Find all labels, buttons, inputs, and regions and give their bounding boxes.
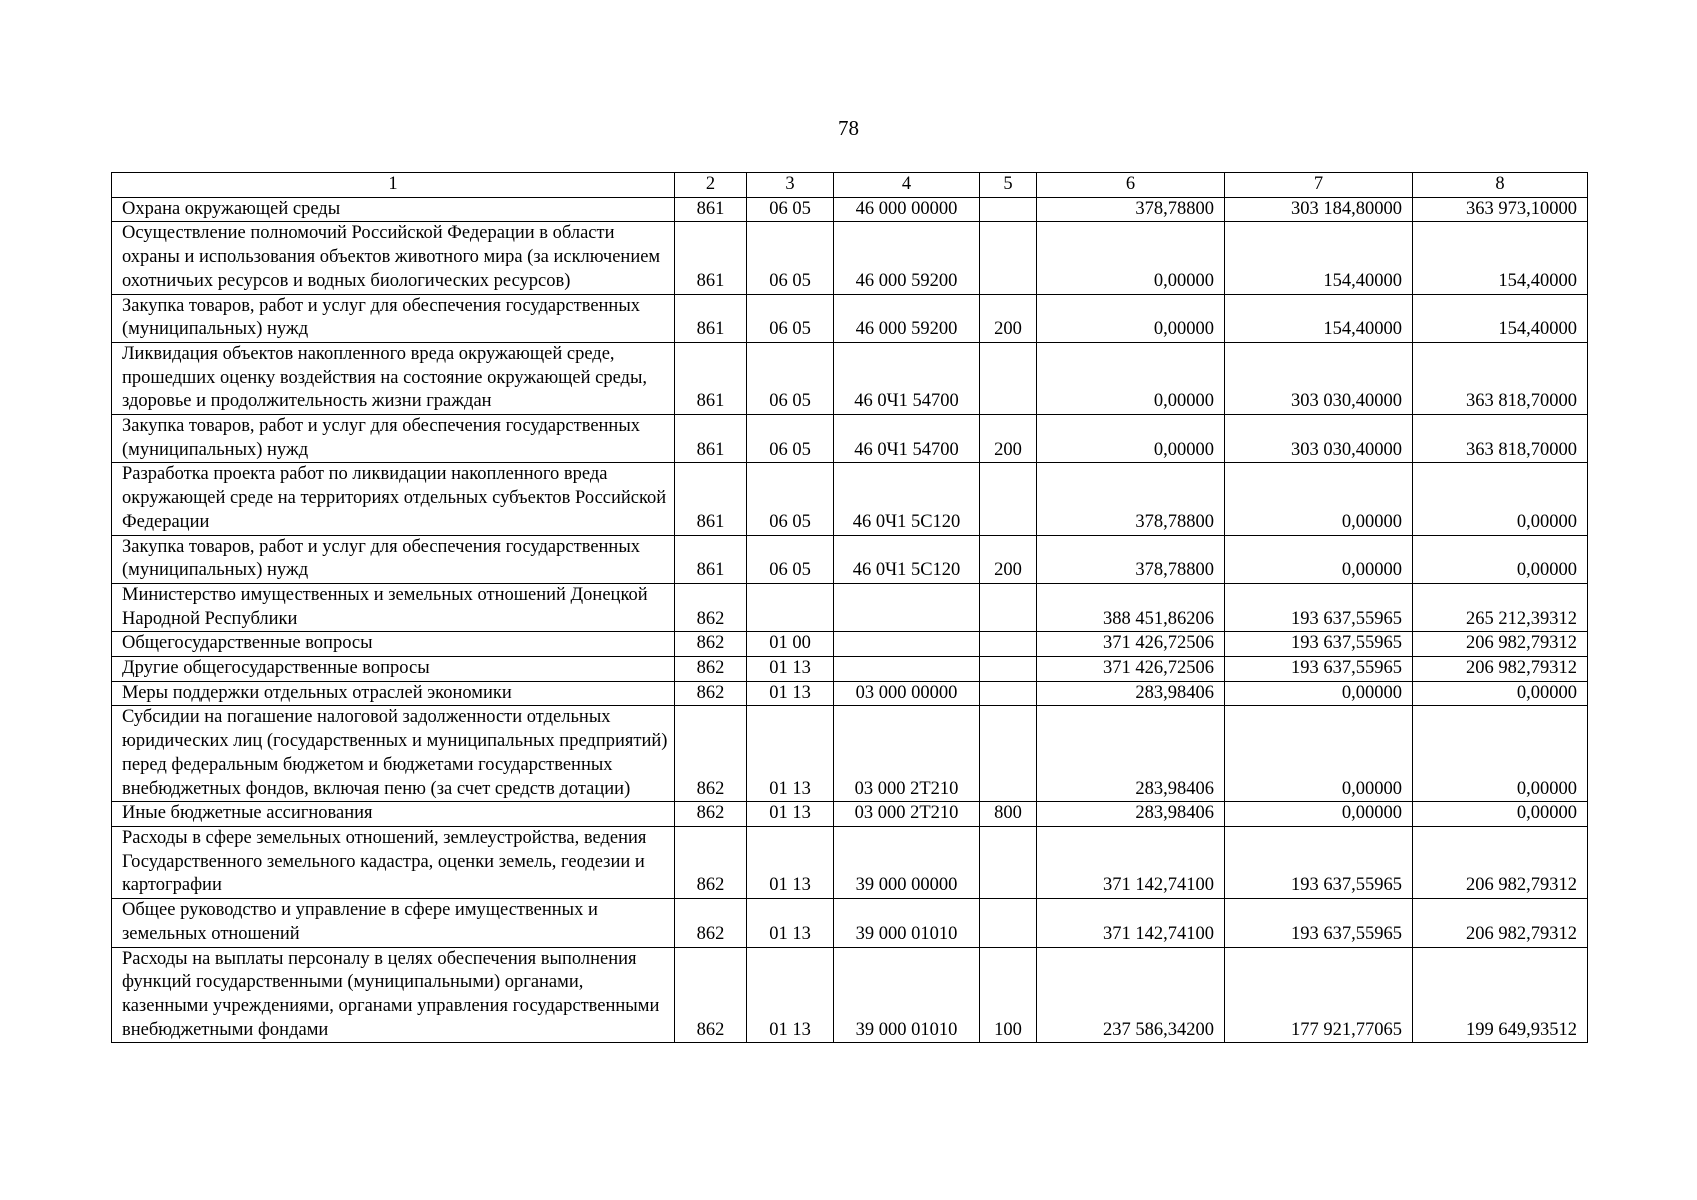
cell-section-code: 01 00 xyxy=(747,632,834,657)
cell-name: Закупка товаров, работ и услуг для обеспечения государственных (муниципальных) нужд xyxy=(112,294,675,342)
cell-target-code: 03 000 2Т210 xyxy=(834,706,980,802)
cell-name: Общегосударственные вопросы xyxy=(112,632,675,657)
cell-section-code: 01 13 xyxy=(747,706,834,802)
cell-amount-col8: 363 818,70000 xyxy=(1413,342,1588,414)
cell-target-code: 46 0Ч1 5С120 xyxy=(834,535,980,583)
cell-amount-col6: 371 142,74100 xyxy=(1037,899,1225,947)
cell-name: Меры поддержки отдельных отраслей экономики xyxy=(112,681,675,706)
header-cell-5: 5 xyxy=(980,173,1037,198)
table-row xyxy=(112,899,1588,947)
cell-admin-code: 862 xyxy=(675,657,747,682)
table-row xyxy=(112,415,1588,463)
header-cell-7: 7 xyxy=(1225,173,1413,198)
cell-name: Расходы в сфере земельных отношений, землеустройства, ведения Государственного земельного кадастра, оценки земель, геодезии и картографии xyxy=(112,826,675,898)
table-row xyxy=(112,583,1588,631)
cell-amount-col7: 154,40000 xyxy=(1225,294,1413,342)
cell-amount-col8: 0,00000 xyxy=(1413,535,1588,583)
cell-section-code: 01 13 xyxy=(747,826,834,898)
cell-section-code: 06 05 xyxy=(747,463,834,535)
cell-amount-col8: 199 649,93512 xyxy=(1413,947,1588,1043)
cell-admin-code: 861 xyxy=(675,342,747,414)
cell-amount-col8: 206 982,79312 xyxy=(1413,632,1588,657)
cell-amount-col8: 0,00000 xyxy=(1413,706,1588,802)
cell-expense-type xyxy=(980,826,1037,898)
cell-amount-col6: 283,98406 xyxy=(1037,802,1225,827)
cell-expense-type xyxy=(980,222,1037,294)
cell-target-code: 46 0Ч1 5С120 xyxy=(834,463,980,535)
cell-amount-col8: 0,00000 xyxy=(1413,463,1588,535)
cell-amount-col7: 177 921,77065 xyxy=(1225,947,1413,1043)
cell-amount-col6: 378,78800 xyxy=(1037,197,1225,222)
table-row xyxy=(112,197,1588,222)
cell-section-code: 06 05 xyxy=(747,342,834,414)
header-cell-3: 3 xyxy=(747,173,834,198)
cell-amount-col7: 193 637,55965 xyxy=(1225,899,1413,947)
cell-amount-col8: 0,00000 xyxy=(1413,681,1588,706)
table-row xyxy=(112,947,1588,1043)
cell-amount-col8: 206 982,79312 xyxy=(1413,899,1588,947)
cell-expense-type xyxy=(980,681,1037,706)
cell-target-code: 46 0Ч1 54700 xyxy=(834,415,980,463)
header-cell-6: 6 xyxy=(1037,173,1225,198)
cell-expense-type: 200 xyxy=(980,415,1037,463)
cell-amount-col6: 0,00000 xyxy=(1037,415,1225,463)
table-row xyxy=(112,681,1588,706)
cell-amount-col7: 303 030,40000 xyxy=(1225,342,1413,414)
cell-section-code: 06 05 xyxy=(747,197,834,222)
cell-section-code: 01 13 xyxy=(747,657,834,682)
cell-expense-type xyxy=(980,706,1037,802)
cell-amount-col7: 154,40000 xyxy=(1225,222,1413,294)
table-body xyxy=(112,173,1588,1043)
cell-expense-type xyxy=(980,657,1037,682)
cell-target-code: 39 000 00000 xyxy=(834,826,980,898)
cell-section-code: 01 13 xyxy=(747,899,834,947)
cell-amount-col6: 283,98406 xyxy=(1037,681,1225,706)
cell-target-code: 46 000 00000 xyxy=(834,197,980,222)
cell-section-code: 01 13 xyxy=(747,947,834,1043)
cell-name: Другие общегосударственные вопросы xyxy=(112,657,675,682)
table-row xyxy=(112,706,1588,802)
cell-expense-type: 800 xyxy=(980,802,1037,827)
cell-section-code: 06 05 xyxy=(747,535,834,583)
cell-section-code: 01 13 xyxy=(747,681,834,706)
cell-admin-code: 861 xyxy=(675,197,747,222)
cell-amount-col8: 265 212,39312 xyxy=(1413,583,1588,631)
cell-expense-type xyxy=(980,342,1037,414)
cell-amount-col7: 0,00000 xyxy=(1225,802,1413,827)
cell-amount-col7: 193 637,55965 xyxy=(1225,583,1413,631)
cell-admin-code: 862 xyxy=(675,826,747,898)
cell-expense-type: 200 xyxy=(980,294,1037,342)
cell-amount-col6: 0,00000 xyxy=(1037,222,1225,294)
cell-amount-col6: 237 586,34200 xyxy=(1037,947,1225,1043)
cell-amount-col7: 193 637,55965 xyxy=(1225,632,1413,657)
cell-expense-type: 200 xyxy=(980,535,1037,583)
cell-target-code: 39 000 01010 xyxy=(834,947,980,1043)
cell-expense-type xyxy=(980,463,1037,535)
cell-expense-type xyxy=(980,197,1037,222)
cell-amount-col6: 388 451,86206 xyxy=(1037,583,1225,631)
budget-table xyxy=(111,172,1588,1043)
header-row xyxy=(112,173,1588,198)
cell-amount-col7: 0,00000 xyxy=(1225,706,1413,802)
cell-target-code xyxy=(834,657,980,682)
cell-name: Расходы на выплаты персоналу в целях обеспечения выполнения функций государственными (муниципальными) органами, казенными учреждениями, органами управления государственными внебюджетными фондами xyxy=(112,947,675,1043)
cell-name: Ликвидация объектов накопленного вреда окружающей среде, прошедших оценку воздействия на состояние окружающей среды, здоровье и продолжительность жизни граждан xyxy=(112,342,675,414)
cell-amount-col8: 206 982,79312 xyxy=(1413,657,1588,682)
table-row xyxy=(112,802,1588,827)
cell-amount-col7: 193 637,55965 xyxy=(1225,826,1413,898)
cell-amount-col6: 0,00000 xyxy=(1037,342,1225,414)
table-row xyxy=(112,222,1588,294)
cell-admin-code: 862 xyxy=(675,947,747,1043)
cell-admin-code: 862 xyxy=(675,681,747,706)
cell-expense-type xyxy=(980,583,1037,631)
cell-admin-code: 861 xyxy=(675,294,747,342)
cell-target-code: 03 000 2Т210 xyxy=(834,802,980,827)
page-number: 78 xyxy=(838,116,859,140)
cell-target-code: 46 000 59200 xyxy=(834,222,980,294)
cell-name: Разработка проекта работ по ликвидации накопленного вреда окружающей среде на территориях отдельных субъектов Российской Федерации xyxy=(112,463,675,535)
header-cell-4: 4 xyxy=(834,173,980,198)
cell-admin-code: 862 xyxy=(675,632,747,657)
cell-amount-col7: 303 184,80000 xyxy=(1225,197,1413,222)
cell-amount-col7: 303 030,40000 xyxy=(1225,415,1413,463)
header-cell-8: 8 xyxy=(1413,173,1588,198)
cell-target-code: 03 000 00000 xyxy=(834,681,980,706)
cell-admin-code: 861 xyxy=(675,415,747,463)
table-row xyxy=(112,826,1588,898)
cell-amount-col6: 371 142,74100 xyxy=(1037,826,1225,898)
cell-amount-col6: 0,00000 xyxy=(1037,294,1225,342)
cell-target-code: 46 000 59200 xyxy=(834,294,980,342)
cell-amount-col7: 193 637,55965 xyxy=(1225,657,1413,682)
cell-amount-col6: 283,98406 xyxy=(1037,706,1225,802)
cell-target-code: 39 000 01010 xyxy=(834,899,980,947)
cell-admin-code: 862 xyxy=(675,583,747,631)
cell-amount-col8: 154,40000 xyxy=(1413,294,1588,342)
cell-target-code xyxy=(834,632,980,657)
cell-admin-code: 861 xyxy=(675,222,747,294)
cell-section-code: 01 13 xyxy=(747,802,834,827)
cell-amount-col8: 0,00000 xyxy=(1413,802,1588,827)
table-row xyxy=(112,342,1588,414)
cell-amount-col7: 0,00000 xyxy=(1225,463,1413,535)
cell-section-code xyxy=(747,583,834,631)
header-cell-1: 1 xyxy=(112,173,675,198)
cell-amount-col8: 363 973,10000 xyxy=(1413,197,1588,222)
cell-admin-code: 862 xyxy=(675,706,747,802)
cell-admin-code: 862 xyxy=(675,899,747,947)
cell-admin-code: 861 xyxy=(675,463,747,535)
cell-amount-col8: 206 982,79312 xyxy=(1413,826,1588,898)
cell-amount-col8: 363 818,70000 xyxy=(1413,415,1588,463)
table-row xyxy=(112,535,1588,583)
cell-section-code: 06 05 xyxy=(747,415,834,463)
cell-admin-code: 861 xyxy=(675,535,747,583)
cell-amount-col6: 378,78800 xyxy=(1037,535,1225,583)
cell-amount-col7: 0,00000 xyxy=(1225,681,1413,706)
table-row xyxy=(112,294,1588,342)
cell-name: Закупка товаров, работ и услуг для обеспечения государственных (муниципальных) нужд xyxy=(112,535,675,583)
cell-section-code: 06 05 xyxy=(747,222,834,294)
cell-amount-col6: 378,78800 xyxy=(1037,463,1225,535)
cell-name: Общее руководство и управление в сфере имущественных и земельных отношений xyxy=(112,899,675,947)
cell-amount-col6: 371 426,72506 xyxy=(1037,657,1225,682)
table-row xyxy=(112,632,1588,657)
table-row xyxy=(112,463,1588,535)
table-row xyxy=(112,657,1588,682)
cell-amount-col8: 154,40000 xyxy=(1413,222,1588,294)
cell-name: Осуществление полномочий Российской Федерации в области охраны и использования объектов животного мира (за исключением охотничьих ресурсов и водных биологических ресурсов) xyxy=(112,222,675,294)
cell-target-code xyxy=(834,583,980,631)
cell-amount-col6: 371 426,72506 xyxy=(1037,632,1225,657)
cell-name: Охрана окружающей среды xyxy=(112,197,675,222)
cell-name: Закупка товаров, работ и услуг для обеспечения государственных (муниципальных) нужд xyxy=(112,415,675,463)
cell-section-code: 06 05 xyxy=(747,294,834,342)
cell-expense-type: 100 xyxy=(980,947,1037,1043)
cell-admin-code: 862 xyxy=(675,802,747,827)
cell-expense-type xyxy=(980,899,1037,947)
cell-name: Иные бюджетные ассигнования xyxy=(112,802,675,827)
header-cell-2: 2 xyxy=(675,173,747,198)
cell-target-code: 46 0Ч1 54700 xyxy=(834,342,980,414)
cell-amount-col7: 0,00000 xyxy=(1225,535,1413,583)
cell-expense-type xyxy=(980,632,1037,657)
cell-name: Министерство имущественных и земельных отношений Донецкой Народной Республики xyxy=(112,583,675,631)
cell-name: Субсидии на погашение налоговой задолженности отдельных юридических лиц (государственных и муниципальных предприятий) перед федеральным бюджетом и бюджетами государственных внебюджетных фондов, включая пеню (за счет средств дотации) xyxy=(112,706,675,802)
